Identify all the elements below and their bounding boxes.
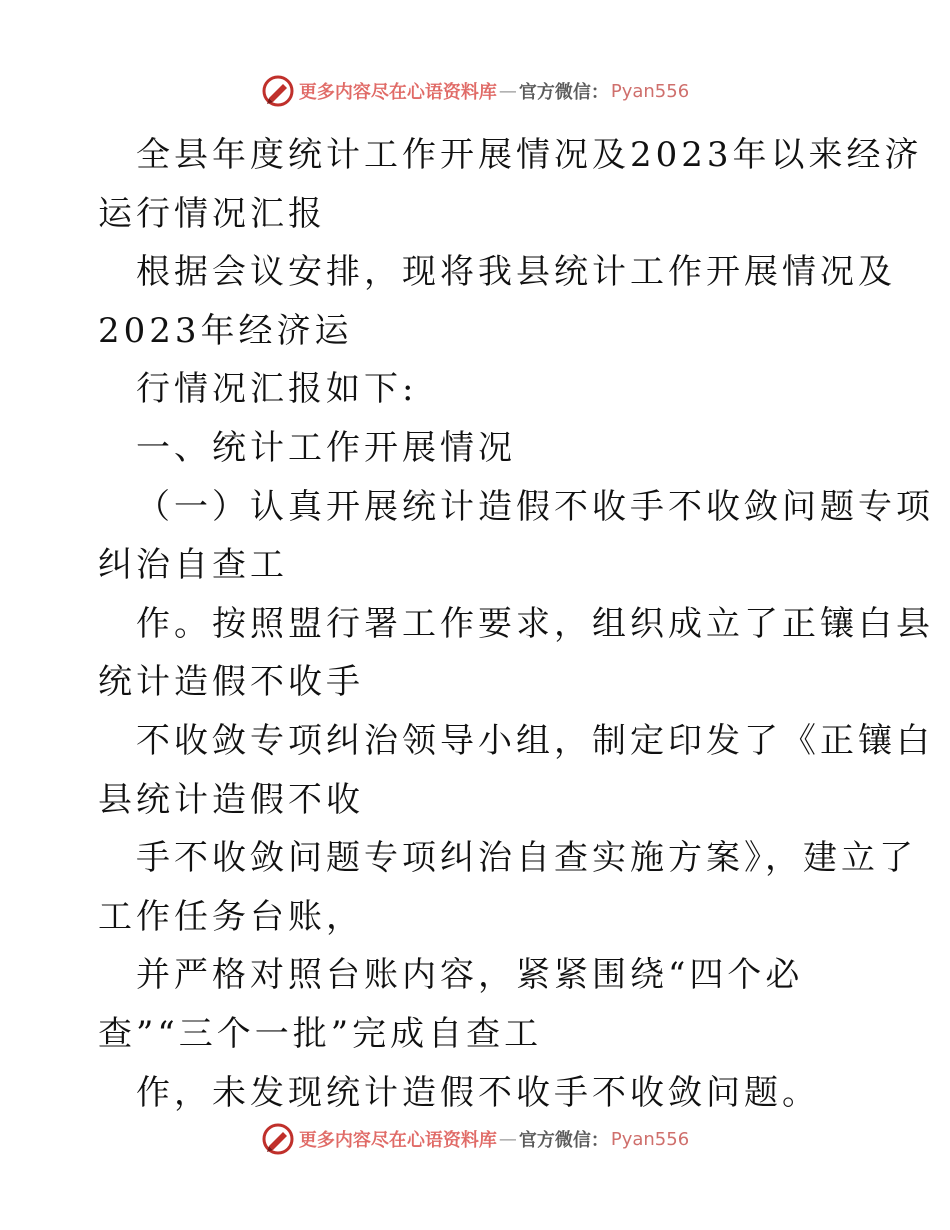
subsection-heading: （一）认真开展统计造假不收手不收敛问题专项 xyxy=(136,486,934,527)
document-title-line-2: 运行情况汇报 xyxy=(98,193,326,234)
watermark-text: 更多内容尽在心语资料库 xyxy=(298,1130,497,1151)
paragraph-line: 工作任务台账， xyxy=(98,896,364,937)
paragraph-line: 2023年经济运 xyxy=(98,310,353,351)
document-title-line-1: 全县年度统计工作开展情况及2023年以来经济 xyxy=(136,135,923,175)
header-watermark xyxy=(0,71,950,111)
watermark-id: Pyan556 xyxy=(610,1128,690,1150)
paragraph-line: 根据会议安排，现将我县统计工作开展情况及 xyxy=(136,252,896,293)
watermark-separator: — xyxy=(498,80,517,102)
pen-logo-icon xyxy=(261,1122,295,1156)
watermark-label: 官方微信： xyxy=(518,82,609,103)
watermark-label: 官方微信： xyxy=(518,1130,609,1151)
paragraph-line: 统计造假不收手 xyxy=(98,662,364,703)
paragraph-line: 行情况汇报如下: xyxy=(136,369,418,410)
paragraph-line: 作，未发现统计造假不收手不收敛问题。 xyxy=(136,1072,820,1113)
paragraph-line: 作。按照盟行署工作要求，组织成立了正镶白县 xyxy=(136,603,934,644)
paragraph-line: 并严格对照台账内容，紧紧围绕“四个必 xyxy=(136,955,804,996)
pen-logo-icon xyxy=(261,74,295,108)
paragraph-line: 纠治自查工 xyxy=(98,545,288,586)
watermark-text: 更多内容尽在心语资料库 xyxy=(298,82,497,103)
paragraph-line: 查”“三个一批”完成自查工 xyxy=(98,1013,543,1054)
paragraph-line: 县统计造假不收 xyxy=(98,779,364,820)
watermark-id: Pyan556 xyxy=(610,80,690,102)
section-heading: 一、统计工作开展情况 xyxy=(136,427,516,468)
watermark-separator: — xyxy=(498,1128,517,1150)
paragraph-line: 手不收敛问题专项纠治自查实施方案》，建立了 xyxy=(136,838,917,879)
paragraph-line: 不收敛专项纠治领导小组，制定印发了《正镶白 xyxy=(136,720,934,761)
document-body xyxy=(98,126,934,1122)
footer-watermark xyxy=(0,1119,950,1159)
